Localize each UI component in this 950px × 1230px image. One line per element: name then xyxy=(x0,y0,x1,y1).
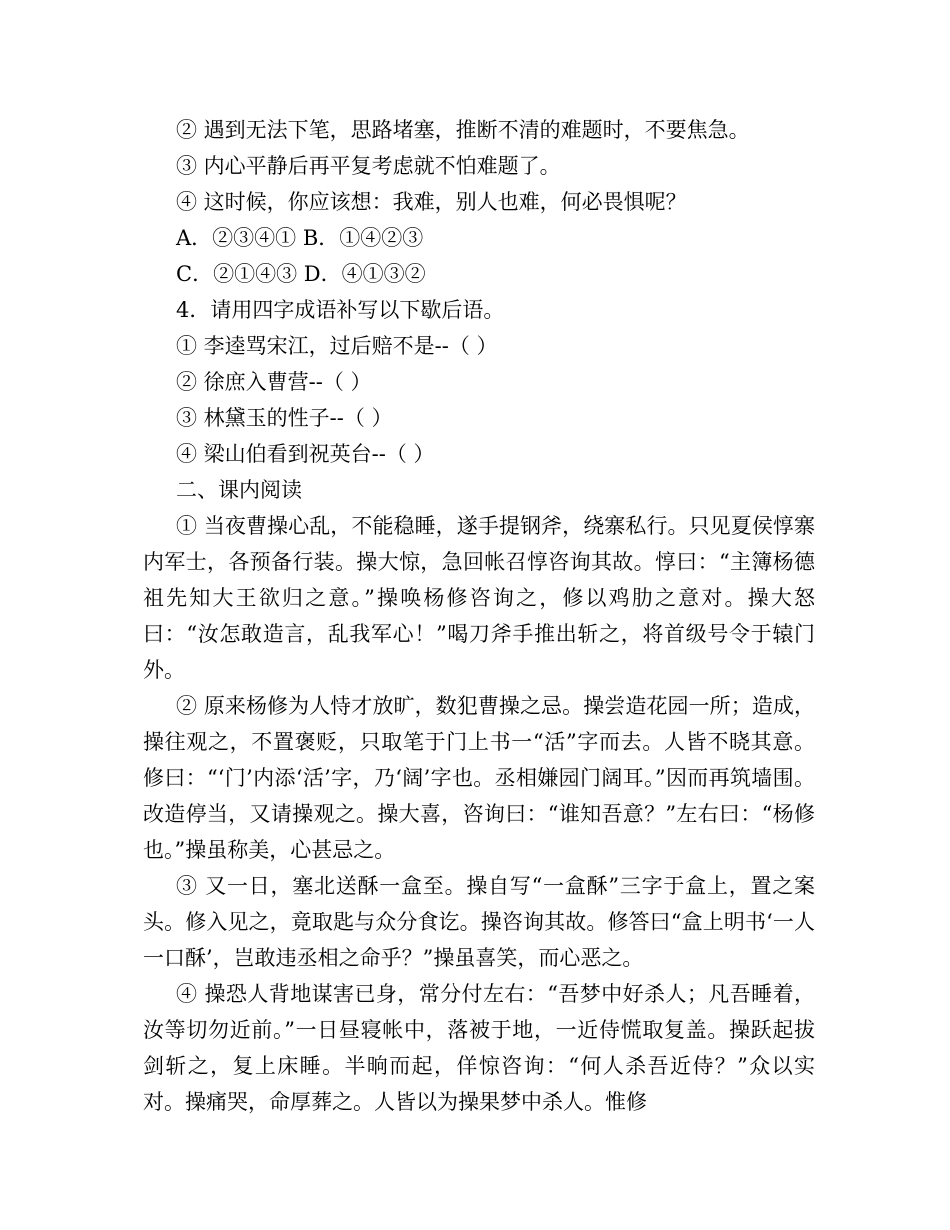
q3-item-2: ② 遇到无法下笔，思路堵塞，推断不清的难题时，不要焦急。 xyxy=(176,118,750,142)
q4-item-1: ① 李逵骂宋江，过后赔不是--（ ） xyxy=(176,334,498,358)
section-heading: 二、课内阅读 xyxy=(176,478,302,502)
q4-item-2: ② 徐庶入曹营--（ ） xyxy=(176,370,372,394)
q3-options-cd: C．②①④③ D．④①③② xyxy=(176,262,426,286)
reading-paragraph-1: ① 当夜曹操心乱，不能稳睡，遂手提钢斧，绕寨私行。只见夏侯惇寨内军士，各预备行装。操大惊，急回帐召惇咨询其故。惇曰：“主簿杨德祖先知大王欲归之意。”操唤杨修咨询之，修以鸡肋之意对。操大怒曰：“汝怎敢造言，乱我军心！”喝刀斧手推出斩之，将首级号令于辕门外。 xyxy=(143,514,815,682)
reading-paragraph-4: ④ 操恐人背地谋害已身，常分付左右：“吾梦中好杀人；凡吾睡着，汝等切勿近前。”一日昼寝帐中，落被于地，一近侍慌取复盖。操跃起拔剑斩之，复上床睡。半晌而起，佯惊咨询：“何人杀吾近侍？”众以实对。操痛哭，命厚葬之。人皆以为操果梦中杀人。惟修 xyxy=(143,982,815,1114)
q3-item-3: ③ 内心平静后再平复考虑就不怕难题了。 xyxy=(176,154,561,178)
reading-paragraph-2: ② 原来杨修为人恃才放旷，数犯曹操之忌。操尝造花园一所；造成，操往观之，不置褒贬，只取笔于门上书一“活”字而去。人皆不晓其意。修曰：“‘门’内添‘活’字，乃‘阔’字也。丞相嫌园门阔耳。”因而再筑墙围。改造停当，又请操观之。操大喜，咨询曰：“谁知吾意？”左右曰：“杨修也。”操虽称美，心甚忌之。 xyxy=(143,694,815,862)
q4-title: 4．请用四字成语补写以下歇后语。 xyxy=(176,298,505,322)
q3-item-4: ④ 这时候，你应该想：我难，别人也难，何必畏惧呢？ xyxy=(176,190,687,214)
document-body xyxy=(143,112,815,1120)
q3-options-ab: A．②③④① B．①④②③ xyxy=(176,226,424,250)
q4-item-3: ③ 林黛玉的性子--（ ） xyxy=(176,406,393,430)
reading-paragraph-3: ③ 又一日，塞北送酥一盒至。操自写“一盒酥”三字于盒上，置之案头。修入见之，竟取匙与众分食讫。操咨询其故。修答曰“盒上明书‘一人一口酥’，岂敢违丞相之命乎？”操虽喜笑，而心恶之。 xyxy=(143,874,815,970)
q4-item-4: ④ 梁山伯看到祝英台--（ ） xyxy=(176,442,435,466)
